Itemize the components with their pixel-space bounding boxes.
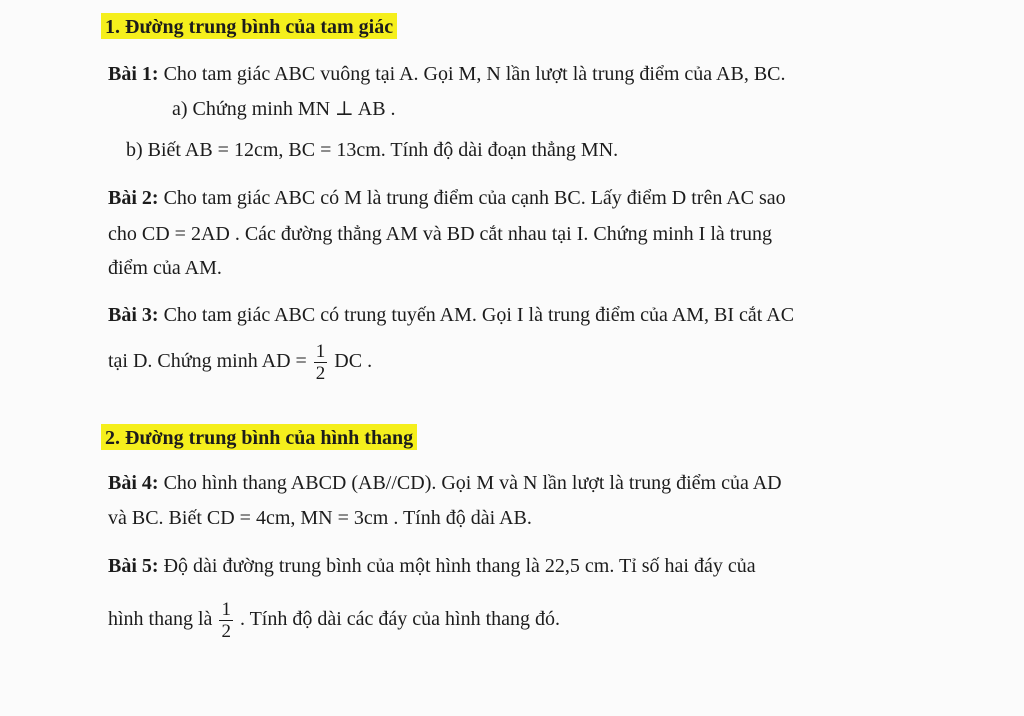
section-1-title: 1. Đường trung bình của tam giác: [101, 13, 397, 39]
bai-2-text-1: Cho tam giác ABC có M là trung điểm của cạnh BC. Lấy điểm D trên AC sao: [158, 187, 786, 209]
bai-1-text: Cho tam giác ABC vuông tại A. Gọi M, N lần lượt là trung điểm của AB, BC.: [158, 63, 786, 85]
bai-1-part-b: b) Biết AB = 12cm, BC = 13cm. Tính độ dài đoạn thẳng MN.: [126, 139, 619, 161]
fraction-denominator: 2: [315, 363, 326, 384]
bai-4-line-1: [108, 473, 782, 493]
bai-1-label: Bài 1:: [108, 63, 159, 85]
bai-1-line-1: [108, 64, 786, 84]
bai-1-part-a: a) Chứng minh MN ⊥ AB .: [172, 98, 396, 120]
bai-3-text-1: Cho tam giác ABC có trung tuyến AM. Gọi I là trung điểm của AM, BI cắt AC: [158, 304, 795, 326]
bai-3-line-2: [108, 342, 372, 383]
bai-3-label: Bài 3:: [108, 304, 159, 326]
fraction-numerator: 1: [221, 599, 231, 620]
bai-4-label: Bài 4:: [108, 472, 159, 494]
fraction-one-half: [219, 600, 233, 641]
bai-4-text-1: Cho hình thang ABCD (AB//CD). Gọi M và N lần lượt là trung điểm của AD: [158, 472, 782, 494]
bai-5-label: Bài 5:: [108, 555, 159, 577]
bai-3-line-1: [108, 305, 794, 325]
bai-5-line-1: [108, 556, 756, 576]
fraction-denominator: 2: [221, 621, 231, 642]
bai-2-label: Bài 2:: [108, 187, 159, 209]
bai-2-line-2: cho CD = 2AD . Các đường thẳng AM và BD cắt nhau tại I. Chứng minh I là trung: [108, 223, 772, 245]
bai-5-text-2: hình thang là: [108, 608, 213, 631]
section-2-title: 2. Đường trung bình của hình thang: [101, 424, 417, 450]
fraction-numerator: 1: [315, 341, 326, 362]
bai-5-line-2: [108, 600, 560, 641]
bai-2-line-3: điểm của AM.: [108, 257, 222, 279]
bai-4-line-2: và BC. Biết CD = 4cm, MN = 3cm . Tính độ dài AB.: [108, 507, 532, 529]
fraction-one-half: [314, 342, 328, 383]
bai-5-text-1: Độ dài đường trung bình của một hình thang là 22,5 cm. Tỉ số hai đáy của: [158, 555, 756, 577]
bai-3-text-3: DC .: [334, 350, 373, 373]
bai-3-text-2: tại D. Chứng minh AD =: [108, 350, 307, 373]
bai-5-text-3: . Tính độ dài các đáy của hình thang đó.: [239, 608, 561, 631]
bai-2-line-1: [108, 188, 786, 208]
